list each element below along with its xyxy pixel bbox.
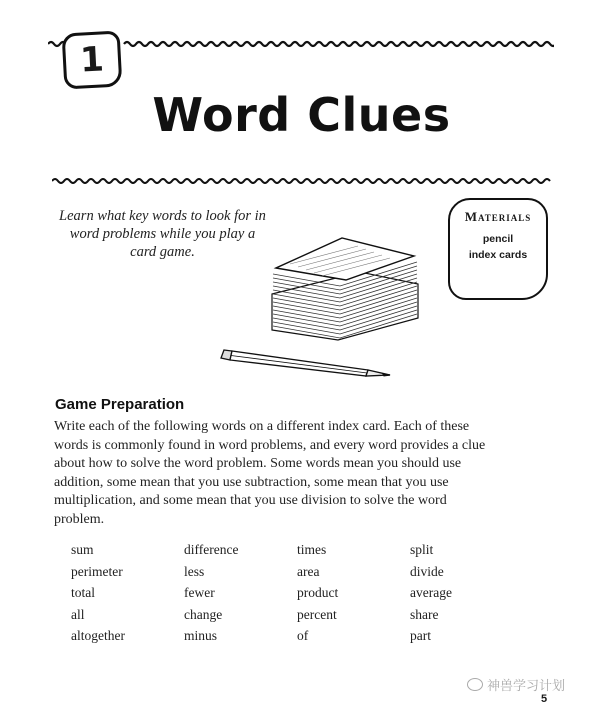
page-title: Word Clues: [152, 88, 451, 142]
word-cell: part: [410, 628, 431, 644]
watermark: [467, 675, 565, 694]
word-cell: all: [71, 606, 85, 622]
word-cell: percent: [297, 606, 337, 622]
word-cell: change: [184, 606, 223, 622]
section-body: Write each of the following words on a different index card. Each of these words is commonly found in word problems, and every word provides a clue about how to solve the word problem. Some words mean you should use addition, some mean that you use subtraction, some mean that you use multiplication, and some mean that you use division to solve the word problem.: [54, 419, 486, 527]
top-wavy-rule: [48, 38, 554, 60]
word-cell: divide: [410, 563, 444, 579]
word-cell: area: [297, 563, 320, 579]
word-cell: fewer: [184, 585, 215, 601]
word-cell: difference: [184, 542, 239, 557]
word-cell: split: [410, 542, 434, 557]
materials-item-pencil: pencil: [482, 233, 514, 245]
pencil-illustration: [218, 348, 394, 380]
page-number: 5: [541, 693, 548, 705]
wechat-icon: [467, 678, 483, 691]
word-cell: of: [297, 628, 309, 644]
word-cell: times: [297, 542, 327, 557]
word-cell: less: [184, 563, 205, 579]
materials-item-index-cards: index cards: [468, 249, 528, 261]
word-cell: altogether: [71, 628, 125, 644]
intro-text: Learn what key words to look for in word problems while you play a card game.: [59, 208, 266, 260]
chapter-number: 1: [79, 39, 105, 81]
word-cell: total: [71, 585, 95, 601]
materials-box: [448, 198, 548, 300]
word-cell: product: [297, 585, 339, 601]
section-heading: Game Preparation: [55, 396, 185, 413]
materials-heading: Materials: [464, 209, 532, 224]
word-list: [71, 540, 471, 645]
word-cell: minus: [184, 628, 218, 644]
title-divider-rule: [52, 175, 552, 187]
word-cell: average: [410, 585, 452, 601]
word-cell: perimeter: [71, 563, 123, 579]
word-cell: share: [410, 606, 439, 622]
watermark-text: 神兽学习计划: [487, 679, 566, 694]
index-cards-illustration: [268, 234, 420, 344]
word-cell: sum: [71, 542, 94, 557]
chapter-badge: [62, 31, 123, 90]
